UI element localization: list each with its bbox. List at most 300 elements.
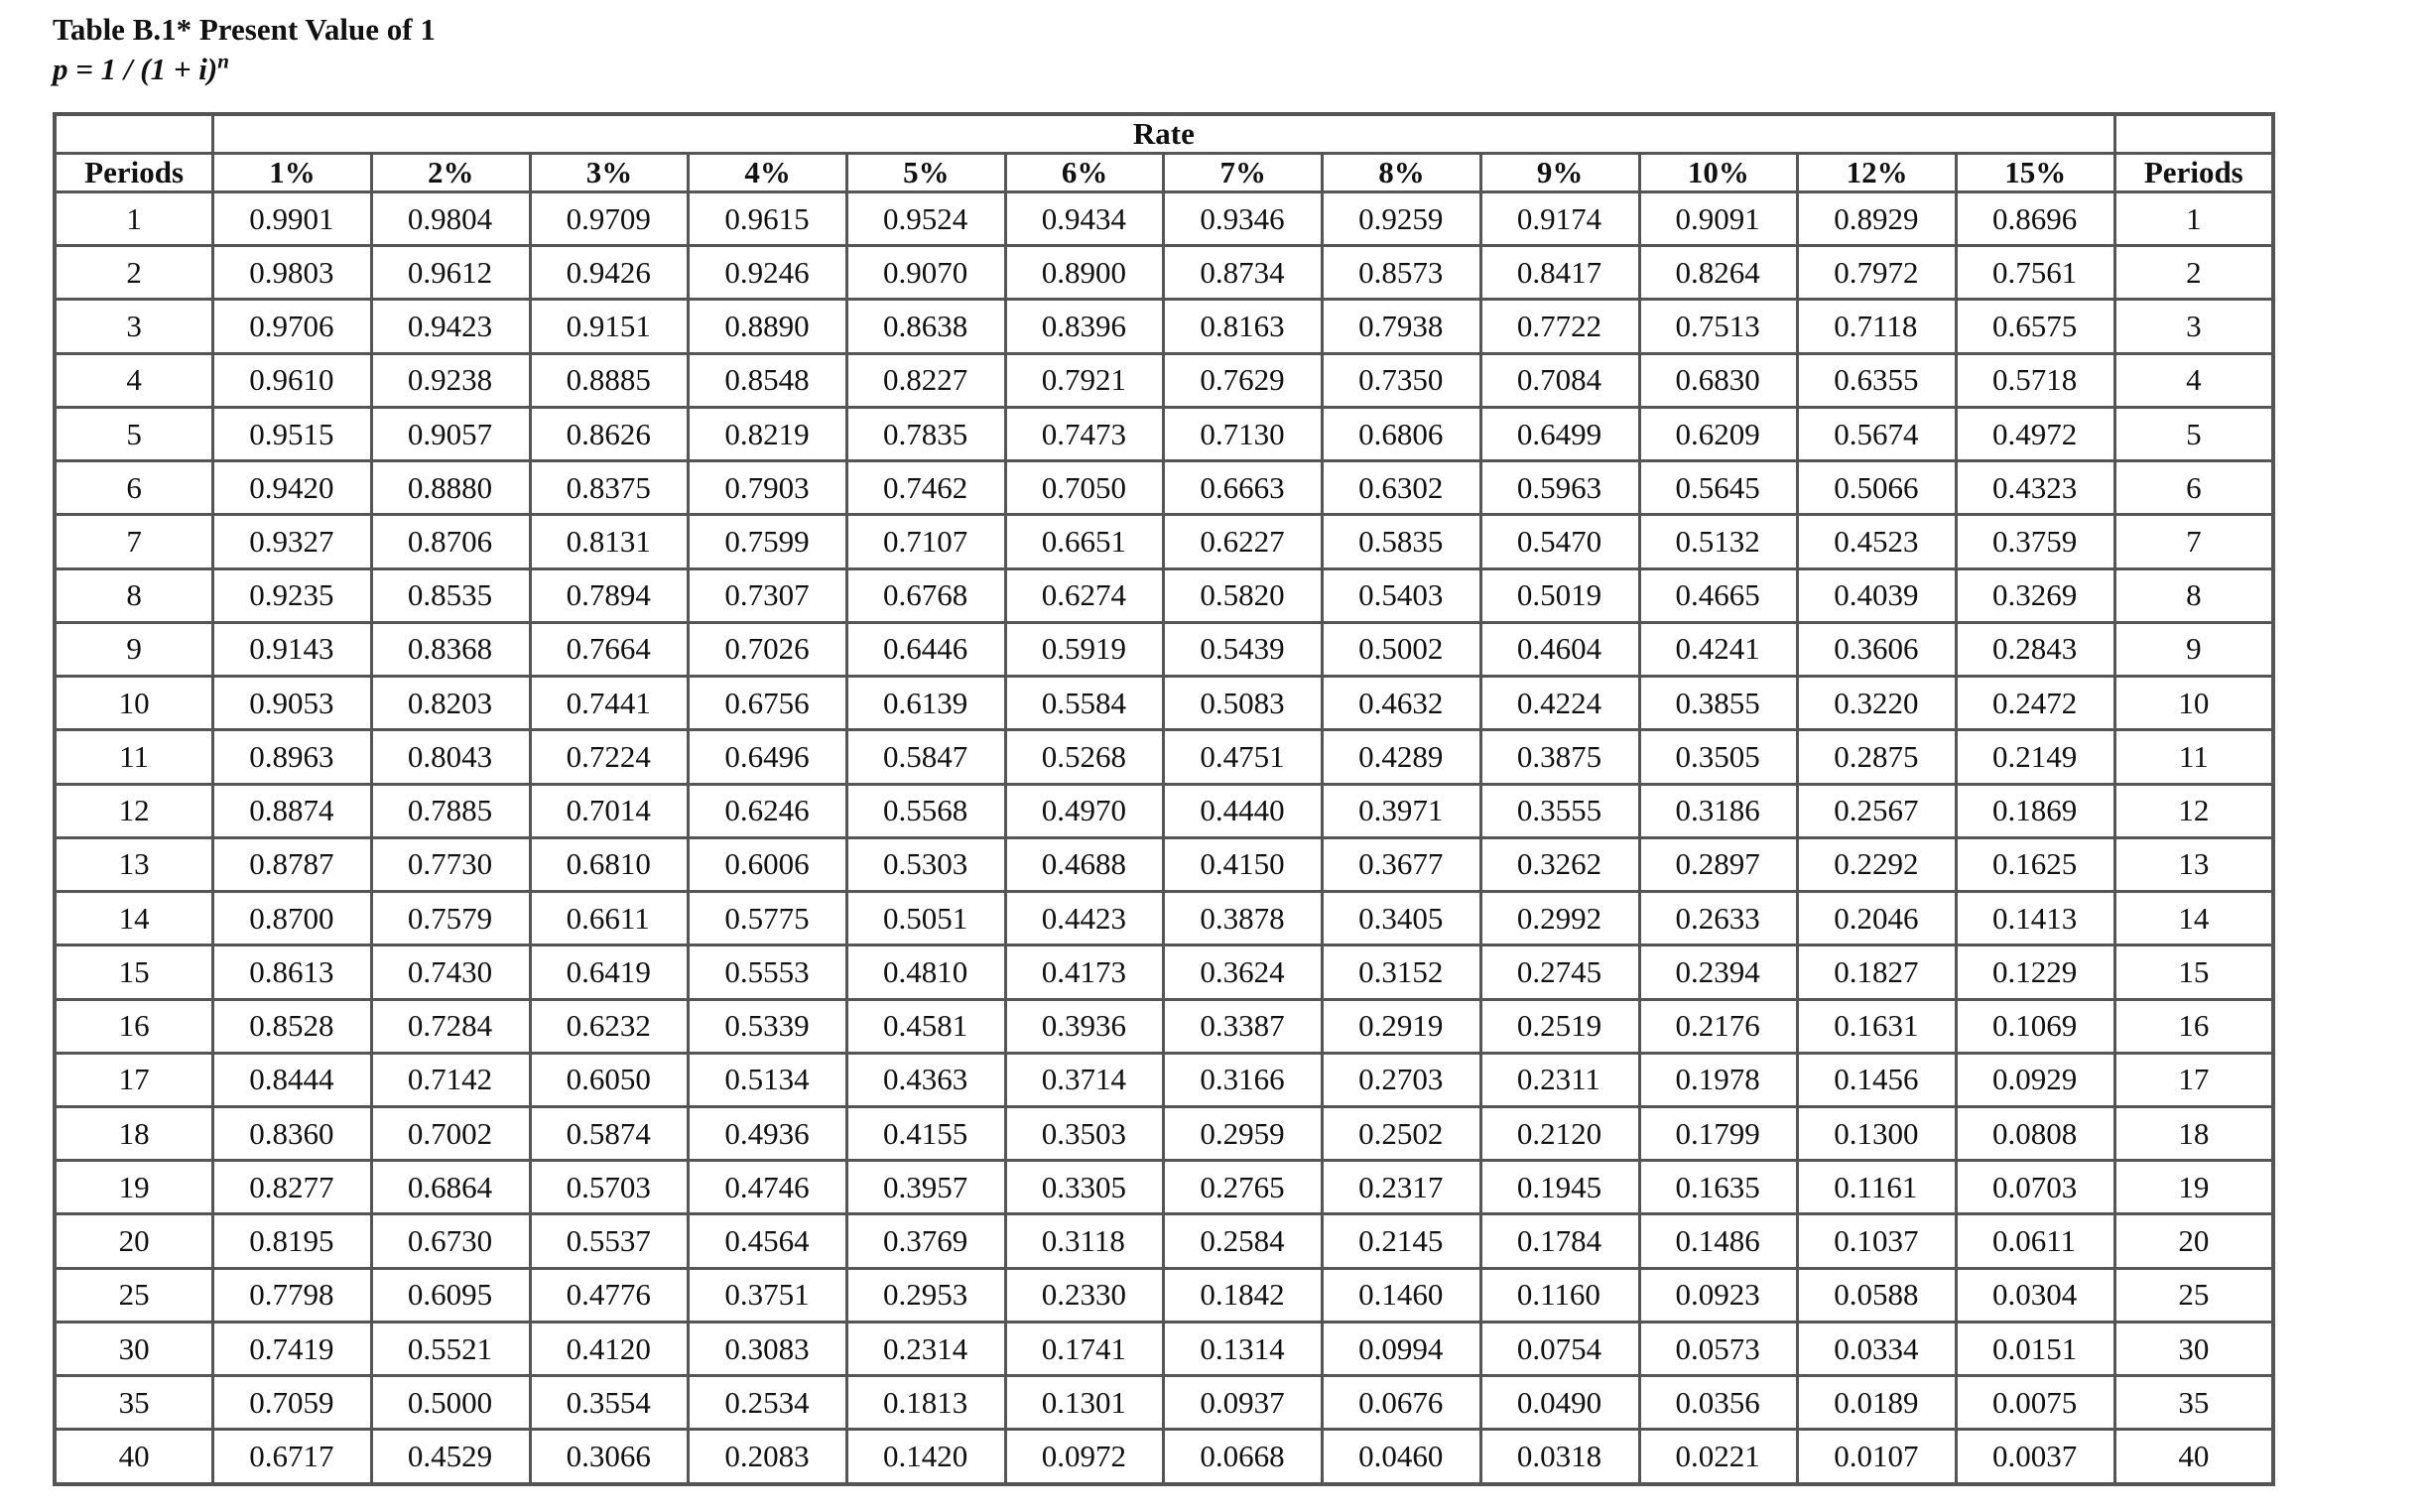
period-cell-right: 9 bbox=[2114, 622, 2273, 676]
value-cell: 0.5820 bbox=[1164, 568, 1323, 622]
period-cell-left: 30 bbox=[55, 1322, 213, 1375]
value-cell: 0.2394 bbox=[1639, 945, 1798, 999]
period-cell-left: 16 bbox=[55, 999, 213, 1053]
value-cell: 0.7142 bbox=[371, 1053, 530, 1106]
period-cell-left: 3 bbox=[55, 300, 213, 353]
value-cell: 0.7441 bbox=[530, 677, 689, 730]
value-cell: 0.8900 bbox=[1005, 246, 1164, 300]
value-cell: 0.8706 bbox=[371, 515, 530, 568]
value-cell: 0.7921 bbox=[1005, 353, 1164, 407]
value-cell: 0.3505 bbox=[1639, 730, 1798, 784]
value-cell: 0.4241 bbox=[1639, 622, 1798, 676]
value-cell: 0.1741 bbox=[1005, 1322, 1164, 1375]
value-cell: 0.3083 bbox=[689, 1322, 847, 1375]
value-cell: 0.3971 bbox=[1323, 784, 1481, 837]
value-cell: 0.9346 bbox=[1164, 192, 1323, 246]
value-cell: 0.7026 bbox=[689, 622, 847, 676]
value-cell: 0.7284 bbox=[371, 999, 530, 1053]
value-cell: 0.1869 bbox=[1956, 784, 2114, 837]
value-cell: 0.8043 bbox=[371, 730, 530, 784]
value-cell: 0.4746 bbox=[689, 1161, 847, 1214]
value-cell: 0.1978 bbox=[1639, 1053, 1798, 1106]
value-cell: 0.9901 bbox=[213, 192, 372, 246]
value-cell: 0.6717 bbox=[213, 1430, 372, 1484]
value-cell: 0.6446 bbox=[847, 622, 1006, 676]
period-cell-right: 6 bbox=[2114, 461, 2273, 515]
value-cell: 0.2959 bbox=[1164, 1106, 1323, 1160]
value-cell: 0.2584 bbox=[1164, 1214, 1323, 1268]
value-cell: 0.9143 bbox=[213, 622, 372, 676]
value-cell: 0.4688 bbox=[1005, 837, 1164, 891]
table-row bbox=[55, 407, 2273, 460]
period-cell-right: 5 bbox=[2114, 407, 2273, 460]
value-cell: 0.2145 bbox=[1323, 1214, 1481, 1268]
value-cell: 0.7050 bbox=[1005, 461, 1164, 515]
value-cell: 0.1827 bbox=[1798, 945, 1957, 999]
rate-column-header: 8% bbox=[1323, 154, 1481, 192]
value-cell: 0.4581 bbox=[847, 999, 1006, 1053]
value-cell: 0.5000 bbox=[371, 1376, 530, 1430]
period-cell-left: 8 bbox=[55, 568, 213, 622]
value-cell: 0.9070 bbox=[847, 246, 1006, 300]
period-cell-right: 35 bbox=[2114, 1376, 2273, 1430]
value-cell: 0.6651 bbox=[1005, 515, 1164, 568]
table-row bbox=[55, 837, 2273, 891]
value-cell: 0.7579 bbox=[371, 892, 530, 945]
value-cell: 0.8417 bbox=[1480, 246, 1639, 300]
table-row bbox=[55, 999, 2273, 1053]
period-cell-right: 11 bbox=[2114, 730, 2273, 784]
value-cell: 0.7894 bbox=[530, 568, 689, 622]
value-cell: 0.7903 bbox=[689, 461, 847, 515]
value-cell: 0.1160 bbox=[1480, 1268, 1639, 1322]
table-head bbox=[55, 114, 2273, 192]
value-cell: 0.2046 bbox=[1798, 892, 1957, 945]
period-cell-left: 15 bbox=[55, 945, 213, 999]
rate-column-header: 12% bbox=[1798, 154, 1957, 192]
value-cell: 0.6419 bbox=[530, 945, 689, 999]
period-cell-left: 10 bbox=[55, 677, 213, 730]
value-cell: 0.2519 bbox=[1480, 999, 1639, 1053]
period-cell-right: 2 bbox=[2114, 246, 2273, 300]
value-cell: 0.9057 bbox=[371, 407, 530, 460]
value-cell: 0.7419 bbox=[213, 1322, 372, 1375]
value-cell: 0.1784 bbox=[1480, 1214, 1639, 1268]
value-cell: 0.7972 bbox=[1798, 246, 1957, 300]
value-cell: 0.8535 bbox=[371, 568, 530, 622]
value-cell: 0.7938 bbox=[1323, 300, 1481, 353]
value-cell: 0.1486 bbox=[1639, 1214, 1798, 1268]
value-cell: 0.9615 bbox=[689, 192, 847, 246]
value-cell: 0.6496 bbox=[689, 730, 847, 784]
value-cell: 0.5775 bbox=[689, 892, 847, 945]
period-cell-right: 25 bbox=[2114, 1268, 2273, 1322]
value-cell: 0.5553 bbox=[689, 945, 847, 999]
value-cell: 0.8444 bbox=[213, 1053, 372, 1106]
table-row bbox=[55, 300, 2273, 353]
value-cell: 0.5439 bbox=[1164, 622, 1323, 676]
value-cell: 0.4564 bbox=[689, 1214, 847, 1268]
value-cell: 0.9610 bbox=[213, 353, 372, 407]
value-cell: 0.5470 bbox=[1480, 515, 1639, 568]
value-cell: 0.5303 bbox=[847, 837, 1006, 891]
value-cell: 0.7722 bbox=[1480, 300, 1639, 353]
value-cell: 0.7599 bbox=[689, 515, 847, 568]
value-cell: 0.3118 bbox=[1005, 1214, 1164, 1268]
value-cell: 0.2120 bbox=[1480, 1106, 1639, 1160]
table-row bbox=[55, 784, 2273, 837]
value-cell: 0.3855 bbox=[1639, 677, 1798, 730]
value-cell: 0.5645 bbox=[1639, 461, 1798, 515]
value-cell: 0.5674 bbox=[1798, 407, 1957, 460]
value-cell: 0.9091 bbox=[1639, 192, 1798, 246]
value-cell: 0.8885 bbox=[530, 353, 689, 407]
table-row bbox=[55, 1268, 2273, 1322]
value-cell: 0.4632 bbox=[1323, 677, 1481, 730]
value-cell: 0.6756 bbox=[689, 677, 847, 730]
value-cell: 0.8227 bbox=[847, 353, 1006, 407]
rate-column-header: 6% bbox=[1005, 154, 1164, 192]
value-cell: 0.3305 bbox=[1005, 1161, 1164, 1214]
value-cell: 0.7118 bbox=[1798, 300, 1957, 353]
value-cell: 0.2843 bbox=[1956, 622, 2114, 676]
value-cell: 0.4440 bbox=[1164, 784, 1323, 837]
value-cell: 0.7462 bbox=[847, 461, 1006, 515]
formula-exponent: n bbox=[217, 49, 229, 73]
rates-header-row bbox=[55, 154, 2273, 192]
rate-column-header: 10% bbox=[1639, 154, 1798, 192]
value-cell: 0.8638 bbox=[847, 300, 1006, 353]
value-cell: 0.2765 bbox=[1164, 1161, 1323, 1214]
value-cell: 0.7014 bbox=[530, 784, 689, 837]
value-cell: 0.0972 bbox=[1005, 1430, 1164, 1484]
value-cell: 0.7798 bbox=[213, 1268, 372, 1322]
table-row bbox=[55, 892, 2273, 945]
value-cell: 0.2567 bbox=[1798, 784, 1957, 837]
value-cell: 0.8573 bbox=[1323, 246, 1481, 300]
value-cell: 0.0923 bbox=[1639, 1268, 1798, 1322]
value-cell: 0.4289 bbox=[1323, 730, 1481, 784]
value-cell: 0.4810 bbox=[847, 945, 1006, 999]
value-cell: 0.2314 bbox=[847, 1322, 1006, 1375]
value-cell: 0.9709 bbox=[530, 192, 689, 246]
value-cell: 0.1460 bbox=[1323, 1268, 1481, 1322]
value-cell: 0.5339 bbox=[689, 999, 847, 1053]
value-cell: 0.5874 bbox=[530, 1106, 689, 1160]
period-cell-left: 25 bbox=[55, 1268, 213, 1322]
value-cell: 0.2472 bbox=[1956, 677, 2114, 730]
value-cell: 0.7430 bbox=[371, 945, 530, 999]
value-cell: 0.7835 bbox=[847, 407, 1006, 460]
period-cell-right: 7 bbox=[2114, 515, 2273, 568]
value-cell: 0.6209 bbox=[1639, 407, 1798, 460]
value-cell: 0.8396 bbox=[1005, 300, 1164, 353]
value-cell: 0.2176 bbox=[1639, 999, 1798, 1053]
value-cell: 0.0075 bbox=[1956, 1376, 2114, 1430]
value-cell: 0.6730 bbox=[371, 1214, 530, 1268]
value-cell: 0.0151 bbox=[1956, 1322, 2114, 1375]
value-cell: 0.1037 bbox=[1798, 1214, 1957, 1268]
value-cell: 0.1413 bbox=[1956, 892, 2114, 945]
value-cell: 0.0937 bbox=[1164, 1376, 1323, 1430]
period-cell-left: 2 bbox=[55, 246, 213, 300]
value-cell: 0.5963 bbox=[1480, 461, 1639, 515]
value-cell: 0.9235 bbox=[213, 568, 372, 622]
period-cell-left: 20 bbox=[55, 1214, 213, 1268]
value-cell: 0.4120 bbox=[530, 1322, 689, 1375]
value-cell: 0.2311 bbox=[1480, 1053, 1639, 1106]
value-cell: 0.3166 bbox=[1164, 1053, 1323, 1106]
value-cell: 0.8696 bbox=[1956, 192, 2114, 246]
value-cell: 0.5134 bbox=[689, 1053, 847, 1106]
period-cell-left: 19 bbox=[55, 1161, 213, 1214]
value-cell: 0.3759 bbox=[1956, 515, 2114, 568]
value-cell: 0.1813 bbox=[847, 1376, 1006, 1430]
table-row bbox=[55, 730, 2273, 784]
value-cell: 0.6095 bbox=[371, 1268, 530, 1322]
value-cell: 0.4751 bbox=[1164, 730, 1323, 784]
value-cell: 0.3503 bbox=[1005, 1106, 1164, 1160]
value-cell: 0.5703 bbox=[530, 1161, 689, 1214]
rate-column-header: 15% bbox=[1956, 154, 2114, 192]
rate-column-header: 1% bbox=[213, 154, 372, 192]
period-cell-left: 18 bbox=[55, 1106, 213, 1160]
value-cell: 0.7002 bbox=[371, 1106, 530, 1160]
period-cell-left: 13 bbox=[55, 837, 213, 891]
table-row bbox=[55, 246, 2273, 300]
value-cell: 0.9246 bbox=[689, 246, 847, 300]
table-row bbox=[55, 1161, 2273, 1214]
value-cell: 0.1300 bbox=[1798, 1106, 1957, 1160]
value-cell: 0.1631 bbox=[1798, 999, 1957, 1053]
value-cell: 0.5537 bbox=[530, 1214, 689, 1268]
value-cell: 0.5403 bbox=[1323, 568, 1481, 622]
value-cell: 0.8874 bbox=[213, 784, 372, 837]
value-cell: 0.2330 bbox=[1005, 1268, 1164, 1322]
value-cell: 0.8375 bbox=[530, 461, 689, 515]
value-cell: 0.8787 bbox=[213, 837, 372, 891]
value-cell: 0.2953 bbox=[847, 1268, 1006, 1322]
value-cell: 0.4224 bbox=[1480, 677, 1639, 730]
period-cell-right: 18 bbox=[2114, 1106, 2273, 1160]
period-cell-left: 14 bbox=[55, 892, 213, 945]
value-cell: 0.1625 bbox=[1956, 837, 2114, 891]
value-cell: 0.1420 bbox=[847, 1430, 1006, 1484]
value-cell: 0.8626 bbox=[530, 407, 689, 460]
value-cell: 0.0490 bbox=[1480, 1376, 1639, 1430]
value-cell: 0.7730 bbox=[371, 837, 530, 891]
table-row bbox=[55, 568, 2273, 622]
value-cell: 0.4173 bbox=[1005, 945, 1164, 999]
period-cell-left: 5 bbox=[55, 407, 213, 460]
value-cell: 0.8528 bbox=[213, 999, 372, 1053]
value-cell: 0.0334 bbox=[1798, 1322, 1957, 1375]
value-cell: 0.3677 bbox=[1323, 837, 1481, 891]
period-cell-right: 14 bbox=[2114, 892, 2273, 945]
value-cell: 0.8219 bbox=[689, 407, 847, 460]
value-cell: 0.7664 bbox=[530, 622, 689, 676]
value-cell: 0.3066 bbox=[530, 1430, 689, 1484]
table-row bbox=[55, 1106, 2273, 1160]
table-row bbox=[55, 515, 2273, 568]
period-cell-right: 20 bbox=[2114, 1214, 2273, 1268]
value-cell: 0.4323 bbox=[1956, 461, 2114, 515]
value-cell: 0.5584 bbox=[1005, 677, 1164, 730]
table-row bbox=[55, 461, 2273, 515]
period-cell-right: 30 bbox=[2114, 1322, 2273, 1375]
value-cell: 0.9238 bbox=[371, 353, 530, 407]
value-cell: 0.2703 bbox=[1323, 1053, 1481, 1106]
value-cell: 0.8700 bbox=[213, 892, 372, 945]
value-cell: 0.6575 bbox=[1956, 300, 2114, 353]
present-value-formula bbox=[53, 50, 436, 89]
value-cell: 0.9515 bbox=[213, 407, 372, 460]
period-cell-left: 9 bbox=[55, 622, 213, 676]
value-cell: 0.3624 bbox=[1164, 945, 1323, 999]
value-cell: 0.8368 bbox=[371, 622, 530, 676]
value-cell: 0.8613 bbox=[213, 945, 372, 999]
value-cell: 0.7107 bbox=[847, 515, 1006, 568]
table-row bbox=[55, 1053, 2273, 1106]
value-cell: 0.7130 bbox=[1164, 407, 1323, 460]
value-cell: 0.1301 bbox=[1005, 1376, 1164, 1430]
table-row bbox=[55, 1430, 2273, 1484]
value-cell: 0.5083 bbox=[1164, 677, 1323, 730]
value-cell: 0.4523 bbox=[1798, 515, 1957, 568]
value-cell: 0.1314 bbox=[1164, 1322, 1323, 1375]
value-cell: 0.8890 bbox=[689, 300, 847, 353]
value-cell: 0.2502 bbox=[1323, 1106, 1481, 1160]
value-cell: 0.9259 bbox=[1323, 192, 1481, 246]
table-row bbox=[55, 1214, 2273, 1268]
value-cell: 0.3387 bbox=[1164, 999, 1323, 1053]
value-cell: 0.0929 bbox=[1956, 1053, 2114, 1106]
period-cell-right: 19 bbox=[2114, 1161, 2273, 1214]
value-cell: 0.7084 bbox=[1480, 353, 1639, 407]
period-cell-right: 12 bbox=[2114, 784, 2273, 837]
period-cell-left: 1 bbox=[55, 192, 213, 246]
value-cell: 0.4776 bbox=[530, 1268, 689, 1322]
value-cell: 0.2897 bbox=[1639, 837, 1798, 891]
value-cell: 0.1635 bbox=[1639, 1161, 1798, 1214]
value-cell: 0.0304 bbox=[1956, 1268, 2114, 1322]
table-row bbox=[55, 1376, 2273, 1430]
value-cell: 0.6139 bbox=[847, 677, 1006, 730]
value-cell: 0.8131 bbox=[530, 515, 689, 568]
period-cell-right: 13 bbox=[2114, 837, 2273, 891]
value-cell: 0.7350 bbox=[1323, 353, 1481, 407]
periods-header-left: Periods bbox=[55, 154, 213, 192]
value-cell: 0.5835 bbox=[1323, 515, 1481, 568]
value-cell: 0.9803 bbox=[213, 246, 372, 300]
value-cell: 0.8880 bbox=[371, 461, 530, 515]
value-cell: 0.3751 bbox=[689, 1268, 847, 1322]
value-cell: 0.4604 bbox=[1480, 622, 1639, 676]
value-cell: 0.3957 bbox=[847, 1161, 1006, 1214]
value-cell: 0.4150 bbox=[1164, 837, 1323, 891]
value-cell: 0.2292 bbox=[1798, 837, 1957, 891]
title-block bbox=[53, 10, 436, 89]
period-cell-right: 16 bbox=[2114, 999, 2273, 1053]
value-cell: 0.3606 bbox=[1798, 622, 1957, 676]
rate-header: Rate bbox=[213, 114, 2114, 154]
value-cell: 0.4423 bbox=[1005, 892, 1164, 945]
value-cell: 0.8548 bbox=[689, 353, 847, 407]
period-cell-left: 6 bbox=[55, 461, 213, 515]
value-cell: 0.1229 bbox=[1956, 945, 2114, 999]
blank-header-cell bbox=[2114, 114, 2273, 154]
table-body bbox=[55, 192, 2273, 1485]
value-cell: 0.7513 bbox=[1639, 300, 1798, 353]
period-cell-right: 40 bbox=[2114, 1430, 2273, 1484]
value-cell: 0.7629 bbox=[1164, 353, 1323, 407]
value-cell: 0.8203 bbox=[371, 677, 530, 730]
value-cell: 0.9524 bbox=[847, 192, 1006, 246]
value-cell: 0.2875 bbox=[1798, 730, 1957, 784]
value-cell: 0.8963 bbox=[213, 730, 372, 784]
value-cell: 0.0221 bbox=[1639, 1430, 1798, 1484]
value-cell: 0.9423 bbox=[371, 300, 530, 353]
value-cell: 0.0754 bbox=[1480, 1322, 1639, 1375]
rate-column-header: 7% bbox=[1164, 154, 1323, 192]
value-cell: 0.3220 bbox=[1798, 677, 1957, 730]
value-cell: 0.9151 bbox=[530, 300, 689, 353]
value-cell: 0.9706 bbox=[213, 300, 372, 353]
value-cell: 0.1842 bbox=[1164, 1268, 1323, 1322]
value-cell: 0.2149 bbox=[1956, 730, 2114, 784]
value-cell: 0.2083 bbox=[689, 1430, 847, 1484]
period-cell-left: 11 bbox=[55, 730, 213, 784]
value-cell: 0.6006 bbox=[689, 837, 847, 891]
value-cell: 0.0994 bbox=[1323, 1322, 1481, 1375]
value-cell: 0.9426 bbox=[530, 246, 689, 300]
value-cell: 0.0588 bbox=[1798, 1268, 1957, 1322]
value-cell: 0.3714 bbox=[1005, 1053, 1164, 1106]
value-cell: 0.3878 bbox=[1164, 892, 1323, 945]
rate-column-header: 9% bbox=[1480, 154, 1639, 192]
rate-column-header: 3% bbox=[530, 154, 689, 192]
value-cell: 0.9434 bbox=[1005, 192, 1164, 246]
value-cell: 0.0668 bbox=[1164, 1430, 1323, 1484]
value-cell: 0.6864 bbox=[371, 1161, 530, 1214]
value-cell: 0.6611 bbox=[530, 892, 689, 945]
rate-column-header: 4% bbox=[689, 154, 847, 192]
value-cell: 0.4972 bbox=[1956, 407, 2114, 460]
value-cell: 0.2745 bbox=[1480, 945, 1639, 999]
period-cell-right: 17 bbox=[2114, 1053, 2273, 1106]
value-cell: 0.8163 bbox=[1164, 300, 1323, 353]
value-cell: 0.1456 bbox=[1798, 1053, 1957, 1106]
value-cell: 0.5051 bbox=[847, 892, 1006, 945]
value-cell: 0.5521 bbox=[371, 1322, 530, 1375]
value-cell: 0.9174 bbox=[1480, 192, 1639, 246]
table-title: Table B.1* Present Value of 1 bbox=[53, 12, 436, 47]
value-cell: 0.5919 bbox=[1005, 622, 1164, 676]
value-cell: 0.3152 bbox=[1323, 945, 1481, 999]
value-cell: 0.0460 bbox=[1323, 1430, 1481, 1484]
value-cell: 0.0356 bbox=[1639, 1376, 1798, 1430]
value-cell: 0.3554 bbox=[530, 1376, 689, 1430]
formula-base: p = 1 / (1 + i) bbox=[53, 52, 218, 86]
value-cell: 0.2317 bbox=[1323, 1161, 1481, 1214]
value-cell: 0.0189 bbox=[1798, 1376, 1957, 1430]
value-cell: 0.8360 bbox=[213, 1106, 372, 1160]
value-cell: 0.7885 bbox=[371, 784, 530, 837]
value-cell: 0.7561 bbox=[1956, 246, 2114, 300]
value-cell: 0.3769 bbox=[847, 1214, 1006, 1268]
value-cell: 0.7059 bbox=[213, 1376, 372, 1430]
period-cell-right: 10 bbox=[2114, 677, 2273, 730]
